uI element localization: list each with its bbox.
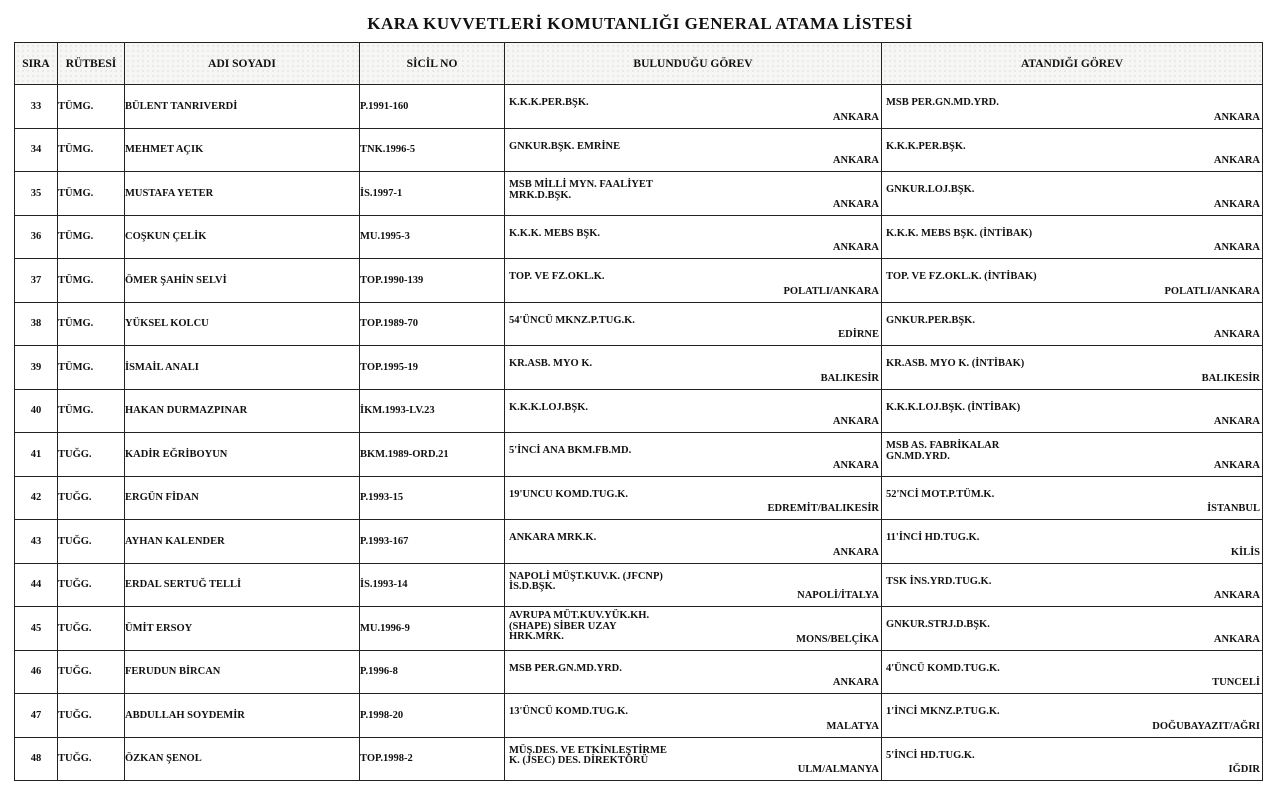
assigned-post-location: ANKARA [1213, 111, 1260, 123]
current-post-location: EDREMİT/BALIKESİR [767, 503, 879, 514]
current-post-text: K.K.K.LOJ.BŞK. [509, 401, 589, 413]
cell-name: YÜKSEL KOLCU [125, 302, 360, 346]
current-post-location: ANKARA [832, 546, 879, 558]
cell-sira: 43 [15, 520, 58, 564]
assigned-post-location: IĞDIR [1228, 764, 1260, 775]
cell-rutbe: TÜMG. [58, 128, 125, 172]
current-post-location: ANKARA [832, 416, 879, 427]
assigned-post-location: ANKARA [1213, 459, 1260, 471]
cell-sicil: İS.1997-1 [360, 172, 505, 216]
cell-current-post [505, 215, 882, 259]
cell-current-post [505, 476, 882, 520]
cell-rutbe: TUĞG. [58, 650, 125, 694]
assigned-post-location: ANKARA [1213, 416, 1260, 427]
current-post-location: ANKARA [832, 111, 879, 123]
cell-sira: 47 [15, 694, 58, 738]
cell-sira: 33 [15, 85, 58, 129]
cell-sicil: TOP.1998-2 [360, 737, 505, 781]
cell-current-post [505, 128, 882, 172]
cell-rutbe: TUĞG. [58, 476, 125, 520]
current-post-text: MSB MİLLİ MYN. FAALİYET MRK.D.BŞK. [509, 179, 653, 201]
cell-name: ÖZKAN ŞENOL [125, 737, 360, 781]
cell-rutbe: TÜMG. [58, 389, 125, 433]
current-post-location: ANKARA [832, 242, 879, 253]
assigned-post-text: 52'NCİ MOT.P.TÜM.K. [886, 488, 995, 500]
cell-sicil: İKM.1993-LV.23 [360, 389, 505, 433]
cell-rutbe: TUĞG. [58, 607, 125, 651]
cell-name: MEHMET AÇIK [125, 128, 360, 172]
cell-sicil: BKM.1989-ORD.21 [360, 433, 505, 477]
assigned-post-location: ANKARA [1213, 329, 1260, 340]
cell-sicil: TOP.1990-139 [360, 259, 505, 303]
cell-rutbe: TÜMG. [58, 215, 125, 259]
cell-rutbe: TUĞG. [58, 737, 125, 781]
cell-current-post [505, 607, 882, 651]
cell-name: HAKAN DURMAZPINAR [125, 389, 360, 433]
current-post-location: POLATLI/ANKARA [783, 285, 879, 297]
cell-rutbe: TÜMG. [58, 259, 125, 303]
header-ad: ADI SOYADI [125, 43, 360, 85]
cell-rutbe: TUĞG. [58, 433, 125, 477]
current-post-text: K.K.K. MEBS BŞK. [509, 227, 601, 239]
cell-assigned-post [882, 433, 1263, 477]
assigned-post-text: GNKUR.STRJ.D.BŞK. [886, 619, 990, 630]
table-row [15, 433, 1263, 477]
current-post-location: MONS/BELÇİKA [796, 633, 879, 645]
assigned-post-text: TSK İNS.YRD.TUG.K. [886, 575, 992, 587]
cell-current-post [505, 737, 882, 781]
current-post-location: EDİRNE [838, 329, 879, 340]
assigned-post-location: ANKARA [1213, 242, 1260, 253]
cell-assigned-post [882, 737, 1263, 781]
cell-current-post [505, 433, 882, 477]
assigned-post-location: ANKARA [1213, 155, 1260, 166]
cell-sicil: MU.1995-3 [360, 215, 505, 259]
current-post-text: NAPOLİ MÜŞT.KUV.K. (JFCNP) İS.D.BŞK. [509, 570, 663, 592]
assigned-post-location: KİLİS [1230, 546, 1260, 558]
assigned-post-location: ANKARA [1213, 633, 1260, 645]
current-post-text: 54'ÜNCÜ MKNZ.P.TUG.K. [509, 314, 635, 326]
assigned-post-location: POLATLI/ANKARA [1164, 285, 1260, 297]
current-post-text: K.K.K.PER.BŞK. [509, 97, 589, 108]
assigned-post-text: K.K.K. MEBS BŞK. (İNTİBAK) [886, 227, 1033, 239]
cell-name: ABDULLAH SOYDEMİR [125, 694, 360, 738]
cell-name: ÖMER ŞAHİN SELVİ [125, 259, 360, 303]
current-post-text: 19'UNCU KOMD.TUG.K. [509, 488, 628, 500]
cell-sira: 48 [15, 737, 58, 781]
table-row [15, 389, 1263, 433]
assigned-post-location: TUNCELİ [1212, 677, 1260, 688]
cell-sicil: TOP.1995-19 [360, 346, 505, 390]
cell-assigned-post [882, 389, 1263, 433]
cell-current-post [505, 563, 882, 607]
current-post-location: NAPOLİ/İTALYA [797, 590, 879, 601]
cell-sira: 39 [15, 346, 58, 390]
current-post-text: MÜŞ.DES. VE ETKİNLEŞTİRME K. (JSEC) DES. DİREKTÖRÜ [509, 744, 667, 766]
current-post-location: ULM/ALMANYA [797, 764, 879, 775]
table-header-row [15, 43, 1263, 85]
table-row [15, 476, 1263, 520]
cell-name: MUSTAFA YETER [125, 172, 360, 216]
cell-sira: 42 [15, 476, 58, 520]
cell-assigned-post [882, 607, 1263, 651]
cell-rutbe: TUĞG. [58, 520, 125, 564]
cell-assigned-post [882, 302, 1263, 346]
cell-sicil: TOP.1989-70 [360, 302, 505, 346]
assignment-table [14, 42, 1263, 781]
current-post-text: ANKARA MRK.K. [509, 532, 597, 543]
assigned-post-location: ANKARA [1213, 590, 1260, 601]
cell-sicil: P.1996-8 [360, 650, 505, 694]
header-bulundugu: BULUNDUĞU GÖREV [505, 43, 882, 85]
assigned-post-text: 4'ÜNCÜ KOMD.TUG.K. [886, 662, 1000, 674]
cell-current-post [505, 172, 882, 216]
cell-sicil: TNK.1996-5 [360, 128, 505, 172]
cell-assigned-post [882, 476, 1263, 520]
cell-sicil: İS.1993-14 [360, 563, 505, 607]
header-sira: SIRA [15, 43, 58, 85]
current-post-text: KR.ASB. MYO K. [509, 358, 593, 369]
cell-current-post [505, 259, 882, 303]
cell-current-post [505, 520, 882, 564]
cell-rutbe: TÜMG. [58, 302, 125, 346]
cell-name: ERDAL SERTUĞ TELLİ [125, 563, 360, 607]
assigned-post-text: MSB AS. FABRİKALAR GN.MD.YRD. [886, 440, 1000, 462]
cell-assigned-post [882, 215, 1263, 259]
cell-current-post [505, 85, 882, 129]
cell-sira: 40 [15, 389, 58, 433]
current-post-location: ANKARA [832, 677, 879, 688]
page-title: KARA KUVVETLERİ KOMUTANLIĞI GENERAL ATAMA LİSTESİ [367, 14, 913, 33]
current-post-location: MALATYA [826, 720, 879, 732]
cell-rutbe: TÜMG. [58, 346, 125, 390]
cell-assigned-post [882, 85, 1263, 129]
cell-name: ERGÜN FİDAN [125, 476, 360, 520]
cell-current-post [505, 302, 882, 346]
assigned-post-text: 1'İNCİ MKNZ.P.TUG.K. [886, 706, 1000, 717]
cell-rutbe: TÜMG. [58, 172, 125, 216]
cell-sira: 35 [15, 172, 58, 216]
cell-assigned-post [882, 128, 1263, 172]
table-row [15, 520, 1263, 564]
table-row [15, 302, 1263, 346]
current-post-text: TOP. VE FZ.OKL.K. [509, 271, 605, 282]
cell-name: AYHAN KALENDER [125, 520, 360, 564]
assigned-post-text: K.K.K.PER.BŞK. [886, 140, 966, 152]
current-post-location: ANKARA [832, 459, 879, 471]
table-row [15, 607, 1263, 651]
table-row [15, 85, 1263, 129]
cell-sira: 41 [15, 433, 58, 477]
table-row [15, 346, 1263, 390]
cell-assigned-post [882, 520, 1263, 564]
cell-sicil: P.1991-160 [360, 85, 505, 129]
assigned-post-text: TOP. VE FZ.OKL.K. (İNTİBAK) [886, 271, 1037, 282]
cell-name: FERUDUN BİRCAN [125, 650, 360, 694]
cell-name: KADİR EĞRİBOYUN [125, 433, 360, 477]
cell-sicil: P.1993-167 [360, 520, 505, 564]
table-row [15, 215, 1263, 259]
cell-sira: 45 [15, 607, 58, 651]
header-sicil: SİCİL NO [360, 43, 505, 85]
table-row [15, 650, 1263, 694]
cell-assigned-post [882, 346, 1263, 390]
table-row [15, 259, 1263, 303]
cell-assigned-post [882, 650, 1263, 694]
current-post-location: ANKARA [832, 198, 879, 210]
current-post-text: 5'İNCİ ANA BKM.FB.MD. [509, 445, 632, 456]
cell-sira: 44 [15, 563, 58, 607]
cell-current-post [505, 346, 882, 390]
table-row [15, 128, 1263, 172]
cell-sicil: P.1993-15 [360, 476, 505, 520]
cell-assigned-post [882, 563, 1263, 607]
table-row [15, 694, 1263, 738]
cell-sira: 36 [15, 215, 58, 259]
cell-sira: 37 [15, 259, 58, 303]
cell-assigned-post [882, 172, 1263, 216]
current-post-text: 13'ÜNCÜ KOMD.TUG.K. [509, 706, 628, 717]
cell-current-post [505, 389, 882, 433]
assigned-post-text: GNKUR.LOJ.BŞK. [886, 184, 975, 195]
cell-sicil: P.1998-20 [360, 694, 505, 738]
current-post-text: GNKUR.BŞK. EMRİNE [509, 140, 621, 152]
cell-name: COŞKUN ÇELİK [125, 215, 360, 259]
assigned-post-text: 11'İNCİ HD.TUG.K. [886, 532, 980, 543]
cell-name: İSMAİL ANALI [125, 346, 360, 390]
table-row [15, 563, 1263, 607]
cell-assigned-post [882, 694, 1263, 738]
assigned-post-location: İSTANBUL [1207, 503, 1260, 514]
assigned-post-text: MSB PER.GN.MD.YRD. [886, 97, 999, 108]
table-row [15, 172, 1263, 216]
cell-current-post [505, 694, 882, 738]
header-atandigi: ATANDIĞI GÖREV [882, 43, 1263, 85]
cell-rutbe: TUĞG. [58, 563, 125, 607]
assigned-post-location: ANKARA [1213, 198, 1260, 210]
table-row [15, 737, 1263, 781]
current-post-text: AVRUPA MÜT.KUV.YÜK.KH. (SHAPE) SİBER UZAY HRK.MRK. [509, 610, 650, 642]
cell-assigned-post [882, 259, 1263, 303]
table-body [15, 85, 1263, 781]
current-post-text: MSB PER.GN.MD.YRD. [509, 662, 622, 674]
assigned-post-text: K.K.K.LOJ.BŞK. (İNTİBAK) [886, 401, 1021, 413]
assigned-post-text: KR.ASB. MYO K. (İNTİBAK) [886, 358, 1025, 369]
cell-sira: 46 [15, 650, 58, 694]
assigned-post-text: GNKUR.PER.BŞK. [886, 314, 975, 326]
cell-name: BÜLENT TANRIVERDİ [125, 85, 360, 129]
current-post-location: BALIKESİR [820, 372, 879, 384]
cell-sira: 34 [15, 128, 58, 172]
cell-sira: 38 [15, 302, 58, 346]
header-rutbe: RÜTBESİ [58, 43, 125, 85]
cell-rutbe: TUĞG. [58, 694, 125, 738]
cell-name: ÜMİT ERSOY [125, 607, 360, 651]
assigned-post-location: BALIKESİR [1201, 372, 1260, 384]
assigned-post-location: DOĞUBAYAZIT/AĞRI [1152, 720, 1260, 732]
cell-rutbe: TÜMG. [58, 85, 125, 129]
cell-current-post [505, 650, 882, 694]
assigned-post-text: 5'İNCİ HD.TUG.K. [886, 749, 975, 761]
cell-sicil: MU.1996-9 [360, 607, 505, 651]
current-post-location: ANKARA [832, 155, 879, 166]
